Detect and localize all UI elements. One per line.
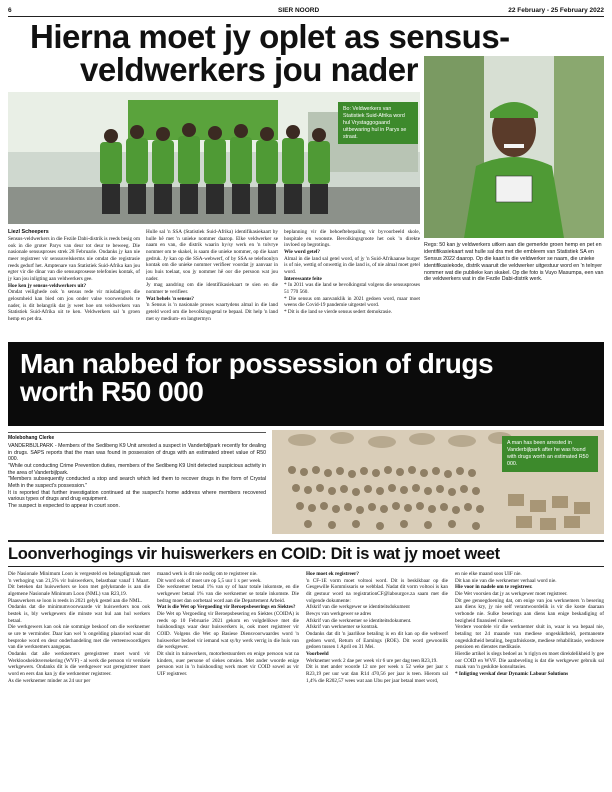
story3-col2-subhead: Wat is die Wet op Vergoeding vir Beroepsbeserings en Siektes? xyxy=(157,604,296,611)
story2-headline-line1: Man nabbed for possession of drugs xyxy=(20,348,494,379)
portrait-caption: Regs: 50 kan jy veldwerkers uitken aan die gemerkte groen hemp en pet en identifikasiekaart wat hulle sal dra met die embleem van Statistiek SA en Sensus 2022 daarop. Op die kaart is die veldwerker se naam, die unieke identifikasiekode, distrik waaruit die veldwerker uitgestuur word en 'n telnyer nommer wat die publieke kan skakel. Op die foto is Vuyo Masumpa, een van die veldwerkers wat in die Fezile Dabi-distrik werk. xyxy=(424,242,604,283)
story1-col2-subhead: Wat behels 'n sensus? xyxy=(146,295,194,302)
story3-source-note: * Inligting verskaf deur Dynamic Labour Solutions xyxy=(455,670,569,677)
story2-body xyxy=(8,443,266,535)
story1-col3-subhead-2: Interessante feite xyxy=(284,275,322,282)
issue-date: 22 February - 25 February 2022 xyxy=(508,7,604,14)
story1-col1-subhead: Hoe ken jy sensus-veldwerkers uit? xyxy=(8,282,87,289)
story1-col2b-text: 'n Sensus is 'n nasionale proses waartydens almal in die land geteld word om die bevolkingsgetal te bepaal. Dit help 'n land met sy medium- en langtermyn xyxy=(146,302,278,322)
story1-headline-line2: veldwerkers jou nader xyxy=(80,51,418,88)
story1-col2-text: Hulle sal 'n SSA (Statistiek Suid-Afrika) identifikasiekaart by hulle hê met 'n unieke nommer daarop. Elke veldwerker se naam en van, die distrik waarin hy/sy werk en 'n tolvrye nommer om te skakel, is saam die unieke nommer, op die kaart gedruk. Jy kan op die SSA-webwerf, of by SSA se telefoonlyn kontak om die unieke nommer verifieer voordat jy aanvaar in jou huis toelaat, sou jy nommer hê oor die persoon wat jou nader. Jy mag aandring om die identifikasiekaart te sien en die nommer te verifieer. xyxy=(146,229,278,295)
story3-column-3 xyxy=(306,571,448,785)
story2-body-text: VANDERBIJLPARK - Members of the Sedibeng K9 Unit arrested a suspect in Vanderbijlpark recently for dealing in drugs. SAPS reports that the man was found in possession of drugs with an estimated street value of R50 000. "While out conducting Crime Prevention duties, members of the Sedibeng K9 Unit detected suspicious activity in the area of Vanderbijlpark. "Members subsequently conducted a stop and search which led them to recover drugs in the form of Crystal Meth in the suspect's possession." It is reported that further investigation continued at the suspect's home address where members recovered various types of drugs and drug equipment. The suspect is expected to appear in court soon. xyxy=(8,443,266,509)
story3-col4-text: en nie elke maand soos UIF nie. Dit kan nie van die werknemer verhaal word nie. xyxy=(455,571,557,584)
story3-column-1 xyxy=(8,571,150,785)
portrait-illustration xyxy=(424,56,604,238)
story3-col3b-text: Werknemer werk 2 dae per week vir 6 ure per dag teen R23,19. Dit is met ander woorde 12 ure per week x 52 weke per jaar x R23,19 per uur wat dan R14 470,56 per jaar is teen. Hierom sal 1,4% die R202,57 wees wat aan Ubu per jaar betaal moet word, xyxy=(306,657,448,684)
story3-col1-text: Die Nasionale Minimum Loon is vergesteld en belangdigmaak met 'n verhoging van 21,5% vir huiswerkers, belastbaar vanaf 1 Maart. Dit beteken dat huiswerkers se loon met gelykstande is aan die algemene Nasionale Minimum Loon (NML) van R23,19. Plaaswerkers se loon is reeds in 2021 gelyk gestel aan die NML. Ondanks dat die minimumvoorwaarde vir huiswerkers nou ook bestek is, bly werkgewers die minste wat hul aan hul werkers betaal. Die werkgewers kan ook nie sommige beskoof om die werknemer se ure te verminder. Daar kan wel 'n ongelding plaasvind waar dit besproke word en deur onderhandeling met die verteenwoordigers van die werknemers aangepas. Ondanks dat alle werknemers geregistreer moet word vir Werkloosheidsversekering (WVF) - al werk die persoon vir verskeie werkgewers. Ondanks dit is die werkgewer wat geregistreer moet word en eers dan kan jy die werknemer registreer. As die werknemer minder as 24 uur per xyxy=(8,571,150,684)
page-header xyxy=(8,5,604,17)
story3-col4a-text: Die Wet voorsien dat jy as werkgewer moet registreer. Dit gee genoegdoening dat, om enige van jou werknemers 'n besering aan diens kry, jy nie self verantwoordelik is vir die koste daaraan verbonde nie. Sulke beserings aan diens kan enige beskadiging of bezigheid finansieel ruïneer. Verdere voordele vir die werknemer sluit in, waar is wa bepaal nie, betaling tot 24 maande van mediese ongeskiktheid, permanente ongeskiktheid betaling, begrafniskoste, mediese rehabilitasie, weduwee pensioen en dienstes medikasie. Hierdie artikel is slegs bedoel as 'n riglyn en moet direkdelikheid ly gee oor COID en WVF. Die aanbeveling is dat die werkgewer gebruik sal maak van 'n geskikte konsultasies. xyxy=(455,590,604,671)
story3-headline: Loonverhogings vir huiswerkers en COID: Dit is wat jy moet weet xyxy=(8,545,500,563)
story1-column-1 xyxy=(8,236,140,338)
story1-byline: Liezl Scheepers xyxy=(8,229,49,235)
paper-name: SIER NOORD xyxy=(278,7,320,14)
story1-col3-subhead-1: Wie word getel? xyxy=(284,248,320,255)
story3-top-rule xyxy=(8,540,604,542)
story1-headline-line1: Hierna moet jy oplet as sensus- xyxy=(30,18,510,55)
census-worker-portrait-photo xyxy=(424,56,604,238)
census-workers-group-photo xyxy=(8,92,420,224)
story3-col2b-text: Die Wet op Vergoeding vir Beroepsbesering en Siektes (COIDA) is reeds op 10 Februarie 2021 gekom en volgdelikwe met die huishoudings waar dear huiswerkers is, ook moet registreer vir COID. Volgens die Wet op Basiese Diensvoorwaardes word 'n huiswerker bedoel vir iemand wat sy/hy werk verrig in die huis van die werkgewer. Dit sluit in tuinwerkers, motorbestuurders en enige persoon wat na kinders, ouer persone of siekes omsien. Met ander woorde enige persoon wat in 'n huishouding werk moet vir COID sowel as vir UIF registreer. xyxy=(157,610,299,677)
story3-col3-subhead-1: Hoe moet ek registreer? xyxy=(306,571,359,577)
group-photo-caption: Bo: Veldwerkers van Statistiek Suid-Afrika word hul Vrystaggogaand uitbewaring hul in Parys se straat. xyxy=(338,102,418,144)
story2-byline: Molebohang Clerke xyxy=(8,435,55,441)
drugs-photo xyxy=(272,430,604,534)
story1-col1b-text: Omdat veilighede ook 'n sensus rede vir misdadigers die gelosmheid kan bied om jou onder valse voorwendsels te nader, is dit belangrik dat jy weet hoe om veldwerkers van Statistiek Suid-Afrika uit te ken. Veldwerkers sal 'n groen hemp en pet dra. xyxy=(8,289,140,322)
story1-col1-text: Sensus-veldwerkers in die Fezile Dabi-distrik is reeds besig om ook in die groter Parys van deur tot deur te beweeg. Die nasionale sensusproses strek 28 Februarie. Ondanks jy kan nie meer registreer vir sensusvelskerms nie omdat die registrasie reeds gedurf het. Amptenare van Statistiek Suid-Afrika kan jou egter vir die dinar van die sensusprosesse telefonies kontak, of jy kan jou inligting aan veldwerkers gee. xyxy=(8,236,140,282)
story3-column-4 xyxy=(455,571,604,785)
story3-col2-text: maand werk is dit nie nodig om te registreer nie. Dit word ook of moet ure op 5,5 uur 1 x per week. Die werknemer betaal 1% van sy of haar totale inkomste, en die werkgewer betaal 1% van die werknemer se totale inkomste. Die bedrag moet dan oorbetaal word aan die Departement Arbeid. xyxy=(157,571,299,604)
story2-headline-line2: worth R50 000 xyxy=(20,376,204,407)
story1-col3-text: beplanning vir die behoeftebepaling vir byvoorbeeld skole, hospitale en woonste. Bevolkingsgroote het ook 'n direkte invloed op begrotings. xyxy=(284,229,420,249)
story2-text-block xyxy=(8,432,266,534)
story2-headline-band xyxy=(8,342,604,426)
story1-column-3 xyxy=(284,229,420,338)
story1-col3a-text: Almal in die land sal getel word, of jy 'n Suid-Afrikaanse burger is of nie, wettig of onwettig in die land is, of nie almal moet getel word. xyxy=(284,255,420,275)
story3-col3-subhead-2: Voorbeeld xyxy=(306,650,329,657)
story3-col3a-text: 'n CF-1E vorm moet voltooi word. Dit is beskikbaar op die Gesgewille Kommissaris se webblad. Nadat dit vorm voltooi is kan dit gestuur word na registrationCF@labourgov.za saam met die volgende dokumente: Afskrif van die werkgewer se identiteitsdokument Bewys van werkgewer se adres Afskrif van die werknemer se identiteitsdokument. Afskrif van werknemer se kontrak. Ondanks dat dit 'n jaarlikse betaling is en dit kan op die webwerf gedoen word, Return of Earnings (ROE). Dit word gewoonlik gedoen tussen 1 April en 31 Mei. xyxy=(306,577,448,651)
story3-under-rule xyxy=(8,566,604,567)
drugs-photo-caption: A man has been arrested in Vanderbijlpark after he was found with drugs worth an estimated R50 000. xyxy=(502,436,598,472)
story3-col4-subhead: Hie voor in nadele om te registreer. xyxy=(455,584,533,591)
story1-col3b-text: * In 2011 was die land se bevolkingstal volgens die sensusproses 51 770 560. * Die sensus om aanvanklik in 2021 gedoen word, maar moet weens die Covid-19 pandemie uitgestel word. * Dit is die land se vierde sensus sedert demokrasie. xyxy=(284,282,420,315)
story3-column-2 xyxy=(157,571,299,785)
story1-column-2 xyxy=(146,229,278,338)
page-number: 6 xyxy=(8,7,12,14)
